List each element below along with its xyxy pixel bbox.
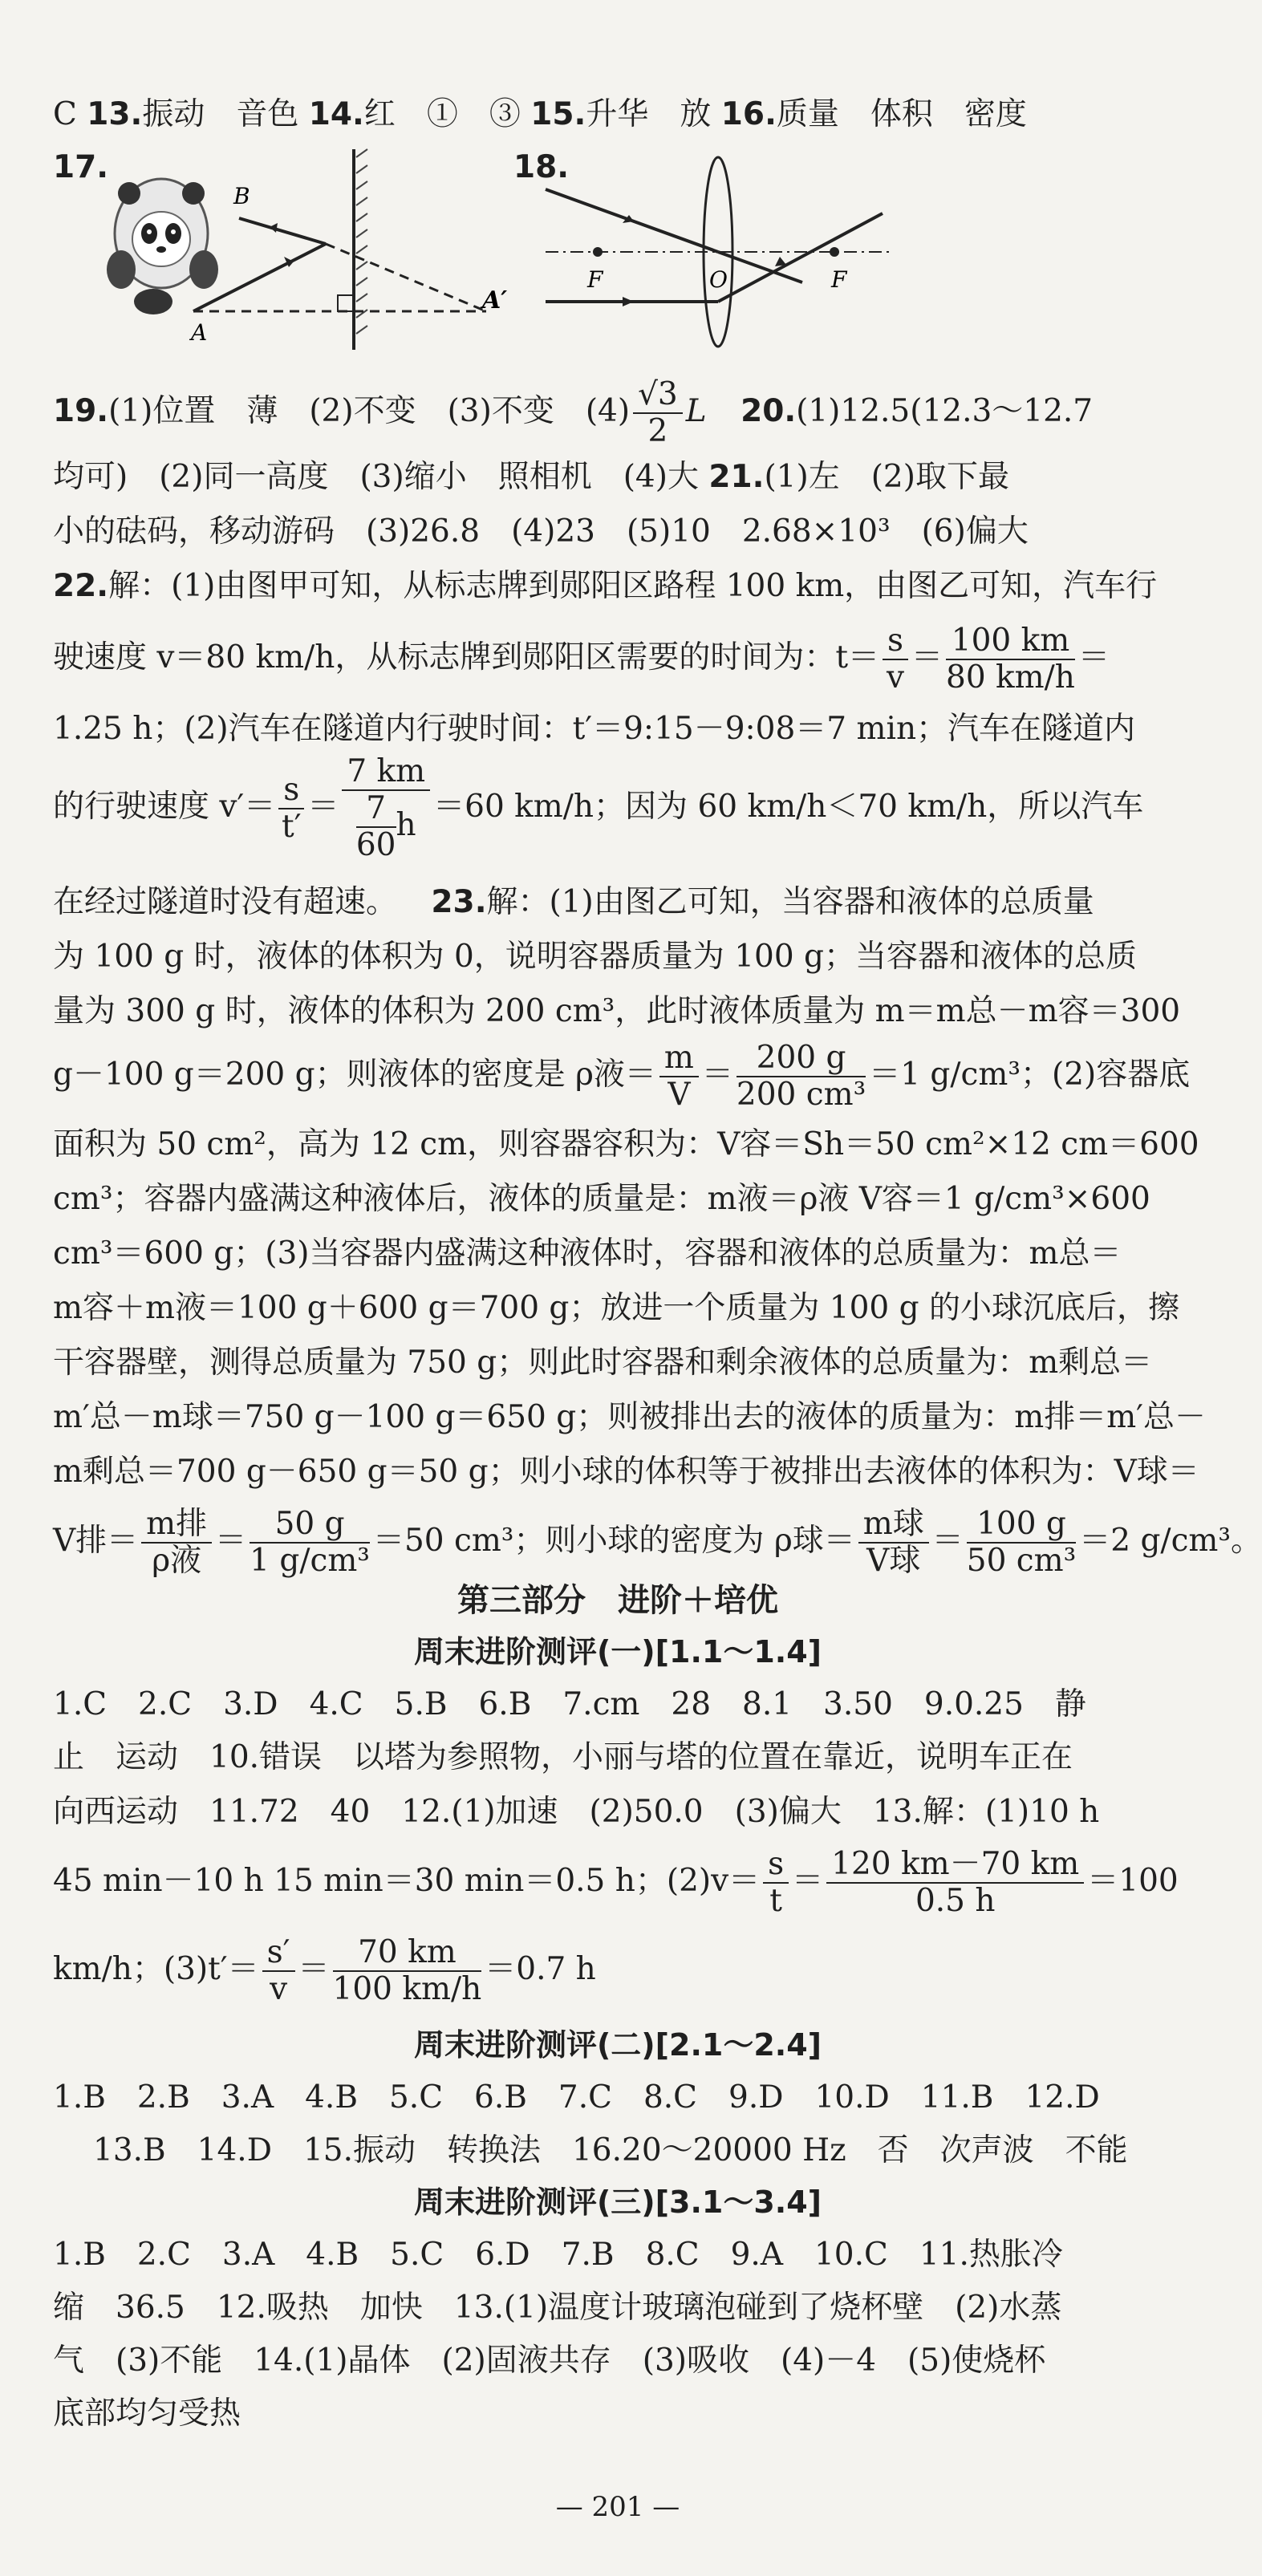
length-symbol: L: [685, 393, 707, 429]
q13-answer: 振动 音色: [142, 96, 299, 132]
frac-den: t: [769, 1883, 782, 1919]
frac-den: 60: [355, 827, 396, 863]
test1-line-4-rest: ＝100: [1087, 1863, 1179, 1899]
test1-line-5-text: km/h；(3)t′＝: [53, 1951, 259, 1987]
frac-num: 100 g: [967, 1507, 1076, 1544]
test1-line-3: 向西运动 11.72 40 12.(1)加速 (2)50.0 (3)偏大 13.解：(1)10 h: [53, 1794, 1100, 1830]
answer-line-23j: m′总－m球＝750 g－100 g＝650 g；则被排出去的液体的质量为：m排＝m′总－: [53, 1399, 1207, 1435]
frac-num: 100 km: [946, 623, 1075, 660]
equals: ＝: [911, 639, 943, 675]
q20-answer-cont: 均可) (2)同一高度 (3)缩小 照相机 (4)大: [53, 459, 699, 495]
convex-lens-diagram: [513, 149, 899, 350]
answer-line-13-16: [53, 95, 1187, 135]
virtual-ray: [326, 244, 486, 311]
answer-line-23c: 量为 300 g 时，液体的体积为 200 cm³，此时液体质量为 m＝m总－m容＝300: [53, 993, 1181, 1029]
frac-num: s′: [262, 1935, 295, 1972]
test1-line-4: [53, 1837, 1187, 1925]
right-angle-mark: [338, 295, 354, 311]
test1-line-2: 止 运动 10.错误 以塔为参照物，小丽与塔的位置在靠近，说明车正在: [53, 1739, 1073, 1775]
test2-line-1: 1.B 2.B 3.A 4.B 5.C 6.B 7.C 8.C 9.D 10.D 11.B 12.D: [53, 2079, 1100, 2116]
q22-end: 在经过隧道时没有超速。: [53, 884, 398, 920]
answer-line-23i: 干容器壁，测得总质量为 750 g；则此时容器和剩余液体的总质量为：m剩总＝: [53, 1345, 1153, 1381]
q22-number: 22.: [53, 568, 109, 604]
refracted-ray: [718, 213, 883, 302]
q22-text-b: 驶速度 v＝80 km/h，从标志牌到郧阳区需要的时间为：t＝: [53, 639, 879, 675]
frac-num: m球: [858, 1507, 929, 1544]
label-image-point: A′: [482, 286, 508, 314]
answer-line-22: [53, 566, 1187, 606]
frac-num: 7 km: [342, 754, 430, 791]
q13-number: 13.: [87, 96, 143, 132]
frac-den: t′: [282, 809, 302, 845]
sqrt3-numerator: √3: [633, 377, 683, 414]
answer-line-23e: 面积为 50 cm²，高为 12 cm，则容器容积为：V容＝Sh＝50 cm²×12 cm＝600: [53, 1126, 1199, 1162]
frac-den: v: [886, 659, 905, 696]
frac-num: s: [883, 623, 908, 660]
frac-num: m: [659, 1041, 699, 1077]
q22-text: 解：(1)由图甲可知，从标志牌到郧阳区路程 100 km，由图乙可知，汽车行: [108, 568, 1158, 604]
answer-line-23d: [53, 1035, 1191, 1115]
answer-line-23k: m剩总＝700 g－650 g＝50 g；则小球的体积等于被排出去液体的体积为：V球＝: [53, 1454, 1199, 1490]
q23-text-d: g－100 g＝200 g；则液体的密度是 ρ液＝: [53, 1057, 656, 1093]
q23-text-l: V排＝: [53, 1523, 139, 1559]
frac-den: V球: [866, 1543, 921, 1579]
frac-den: 50 cm³: [966, 1543, 1077, 1579]
q23-text-d-rest: ＝1 g/cm³；(2)容器底: [869, 1057, 1191, 1093]
label-point-a: A: [191, 319, 208, 346]
subheading-test-2: 周末进阶测评(二)[2.1～2.4]: [413, 2027, 822, 2063]
frac-num: s: [278, 773, 304, 809]
test1-line-4-text: 45 min－10 h 15 min＝30 min＝0.5 h；(2)v＝: [53, 1863, 761, 1899]
equals: ＝: [307, 789, 339, 825]
frac-den: v: [270, 1971, 288, 2007]
answer-line-20-21: [53, 457, 1187, 497]
q23-number: 23.: [431, 884, 487, 920]
answer-line-23g: cm³＝600 g；(3)当容器内盛满这种液体时，容器和液体的总质量为：m总＝: [53, 1235, 1122, 1272]
q20-number: 20.: [741, 393, 797, 429]
q14-answer: 红 ① ③: [363, 96, 521, 132]
page-number: — 201 —: [555, 2491, 680, 2523]
denominator-2: 2: [647, 413, 668, 449]
label-focus-right: F: [831, 266, 847, 293]
q20-answer: (1)12.5(12.3～12.7: [796, 393, 1094, 429]
figure-18-lens: [513, 149, 899, 350]
q18-number: 18.: [513, 149, 570, 185]
answer-12-tail: C: [53, 96, 77, 132]
q19-answer: (1)位置 薄 (2)不变 (3)不变 (4): [108, 393, 631, 429]
section-heading-part3: 第三部分 进阶＋培优: [457, 1582, 778, 1619]
subheading-test-1: 周末进阶测评(一)[1.1～1.4]: [413, 1634, 822, 1669]
test2-line-2: 13.B 14.D 15.振动 转换法 16.20～20000 Hz 否 次声波 不能: [93, 2132, 1128, 2168]
panda-mascot-icon: [107, 179, 218, 314]
frac-num: m排: [141, 1507, 212, 1544]
q21-answer: (1)左 (2)取下最: [764, 459, 1009, 495]
q16-answer: 质量 体积 密度: [776, 96, 1027, 132]
answer-line-22c: 1.25 h；(2)汽车在隧道内行驶时间：t′＝9:15－9:08＝7 min；汽车在隧道内: [53, 711, 1136, 747]
q15-number: 15.: [530, 96, 586, 132]
equals: ＝: [931, 1523, 964, 1559]
test1-line-1: 1.C 2.C 3.D 4.C 5.B 6.B 7.cm 28 8.1 3.50 9.0.25 静: [53, 1686, 1086, 1722]
frac-den: 1 g/cm³: [250, 1543, 370, 1579]
q22-text-d: 的行驶速度 v′＝: [53, 789, 276, 825]
equals: ＝: [1077, 639, 1110, 675]
q15-answer: 升华 放: [586, 96, 712, 132]
frac-num: 70 km: [333, 1935, 482, 1972]
q23-end: ＝2 g/cm³。: [1079, 1523, 1262, 1559]
frac-den: V: [668, 1077, 691, 1113]
frac-den: 80 km/h: [946, 659, 1075, 696]
test3-line-1: 1.B 2.C 3.A 4.B 5.C 6.D 7.B 8.C 9.A 10.C 11.热胀冷: [53, 2237, 1063, 2273]
q16-number: 16.: [720, 96, 777, 132]
focal-point-right: [830, 247, 839, 257]
q23-text-l-mid: ＝50 cm³；则小球的密度为 ρ球＝: [372, 1523, 855, 1559]
frac-den: 100 km/h: [332, 1971, 482, 2007]
q17-number: 17.: [53, 149, 109, 185]
q21-number: 21.: [708, 459, 765, 495]
equals: ＝: [298, 1951, 330, 1987]
q14-number: 14.: [308, 96, 364, 132]
figure-17-mirror: [53, 149, 508, 350]
test3-line-2: 缩 36.5 12.吸热 加快 13.(1)温度计玻璃泡碰到了烧杯壁 (2)水蒸: [53, 2290, 1062, 2326]
subheading-test-3: 周末进阶测评(三)[3.1～3.4]: [413, 2185, 822, 2220]
answer-line-23l: [53, 1497, 1262, 1585]
label-focus-left: F: [587, 266, 603, 293]
equals: ＝: [792, 1863, 824, 1899]
test3-line-3: 气 (3)不能 14.(1)晶体 (2)固液共存 (3)吸收 (4)－4 (5)使烧杯: [53, 2343, 1046, 2379]
answer-line-23f: cm³；容器内盛满这种液体后，液体的质量是：m液＝ρ液 V容＝1 g/cm³×600: [53, 1181, 1150, 1217]
answer-line-23b: 为 100 g 时，液体的体积为 0，说明容器质量为 100 g；当容器和液体的总质: [53, 939, 1138, 975]
frac-den: 0.5 h: [915, 1883, 996, 1919]
answer-line-23h: m容＋m液＝100 g＋600 g＝700 g；放进一个质量为 100 g 的小球沉底后，擦: [53, 1290, 1179, 1326]
q19-number: 19.: [53, 393, 109, 429]
answer-line-22d: [53, 753, 1187, 863]
frac-num: s: [763, 1847, 789, 1884]
reflected-ray: [239, 218, 326, 244]
test1-line-5: [53, 1925, 1187, 2014]
hour-unit: h: [396, 807, 416, 843]
frac-num: 200 g: [737, 1041, 866, 1077]
answer-line-21: 小的砝码，移动游码 (3)26.8 (4)23 (5)10 2.68×10³ (6)偏大: [53, 513, 1029, 550]
frac-den: 200 cm³: [736, 1077, 866, 1113]
q23-text: 解：(1)由图乙可知，当容器和液体的总质量: [486, 884, 1094, 920]
focal-point-left: [593, 247, 603, 257]
frac-den: ρ液: [152, 1543, 202, 1579]
label-point-b: B: [233, 183, 250, 209]
equals: ＝: [215, 1523, 247, 1559]
answer-line-22b: [53, 618, 1187, 698]
frac-num: 120 km－70 km: [826, 1847, 1084, 1884]
label-optical-center: O: [709, 266, 728, 293]
test1-line-5-rest: ＝0.7 h: [485, 1951, 596, 1987]
answer-line-23: [53, 882, 1187, 923]
q22-text-d-rest: ＝60 km/h；因为 60 km/h＜70 km/h，所以汽车: [433, 789, 1144, 825]
test3-line-4: 底部均匀受热: [53, 2395, 241, 2432]
answer-line-19-20: [53, 376, 1187, 449]
mirror-reflection-diagram: [53, 149, 508, 350]
equals: ＝: [701, 1057, 733, 1093]
frac-num: 7: [356, 791, 396, 828]
frac-num: 50 g: [250, 1507, 370, 1544]
